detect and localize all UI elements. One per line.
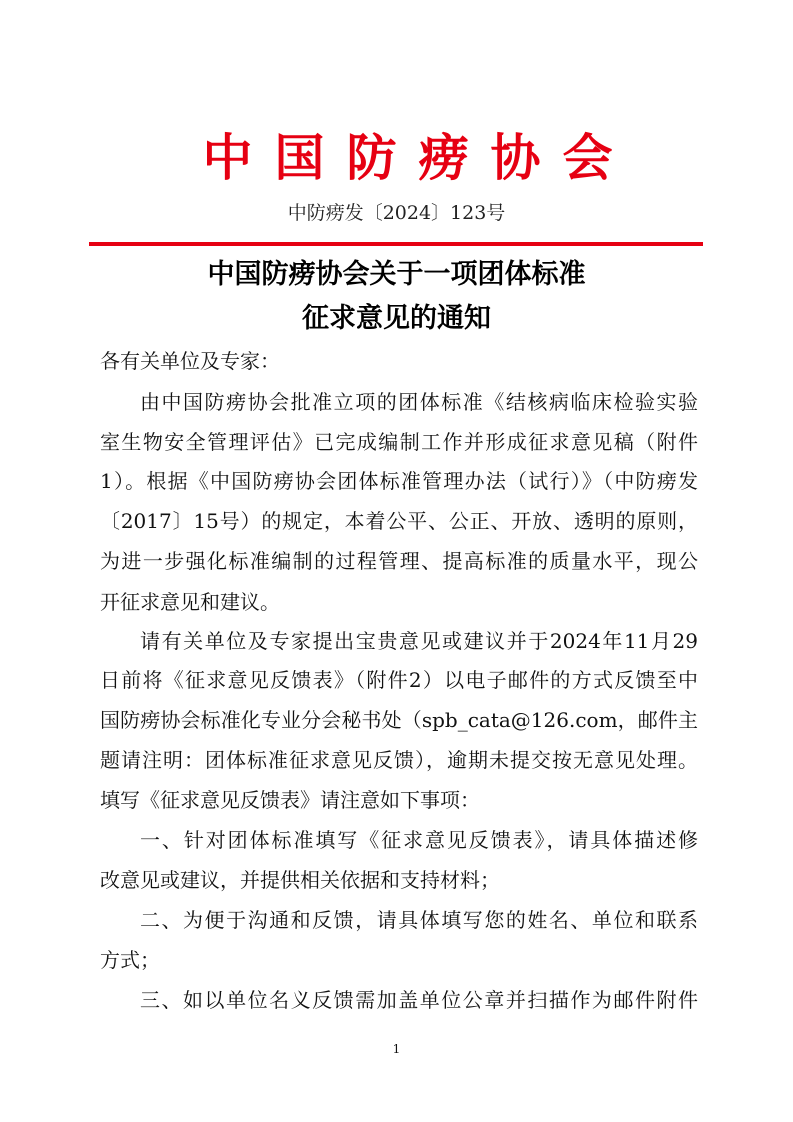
body-line: 日前将《征求意见反馈表》（附件2）以电子邮件的方式反馈至中 — [100, 668, 698, 692]
body-line: 二、为便于沟通和反馈，请具体填写您的姓名、单位和联系 — [140, 908, 698, 932]
body-line: 开征求意见和建议。 — [100, 590, 280, 614]
body-line: 室生物安全管理评估》已完成编制工作并形成征求意见稿（附件 — [100, 430, 698, 454]
body-line: 填写《征求意见反馈表》请注意如下事项： — [100, 788, 480, 812]
body-line: 请有关单位及专家提出宝贵意见或建议并于2024年11月29 — [140, 629, 698, 653]
body-line: 一、针对团体标准填写《征求意见反馈表》，请具体描述修 — [140, 828, 698, 852]
salutation: 各有关单位及专家： — [100, 349, 280, 373]
body-line: 1）。根据《中国防痨协会团体标准管理办法（试行）》（中防痨发 — [100, 469, 698, 493]
body-line: 国防痨协会标准化专业分会秘书处（spb_cata@126.com，邮件主 — [100, 708, 698, 732]
body-line: 方式； — [100, 948, 160, 972]
body-line: 改意见或建议，并提供相关依据和支持材料； — [100, 868, 500, 892]
body-line: 三、如以单位名义反馈需加盖单位公章并扫描作为邮件附件 — [140, 988, 698, 1012]
document-title-line-1: 中国防痨协会关于一项团体标准 — [207, 259, 586, 290]
red-divider — [89, 242, 703, 246]
body-line: 题请注明：团体标准征求意见反馈），逾期未提交按无意见处理。 — [100, 748, 698, 772]
body-line: 〔2017〕15号）的规定，本着公平、公正、开放、透明的原则， — [100, 509, 698, 533]
document-number: 中防痨发〔2024〕123号 — [287, 202, 506, 224]
document-title-line-2: 征求意见的通知 — [302, 303, 491, 334]
body-line: 为进一步强化标准编制的过程管理、提高标准的质量水平，现公 — [100, 549, 698, 573]
body-line: 由中国防痨协会批准立项的团体标准《结核病临床检验实验 — [140, 390, 698, 414]
page-number: 1 — [392, 1042, 401, 1056]
org-name: 中国防痨协会 — [202, 128, 635, 187]
